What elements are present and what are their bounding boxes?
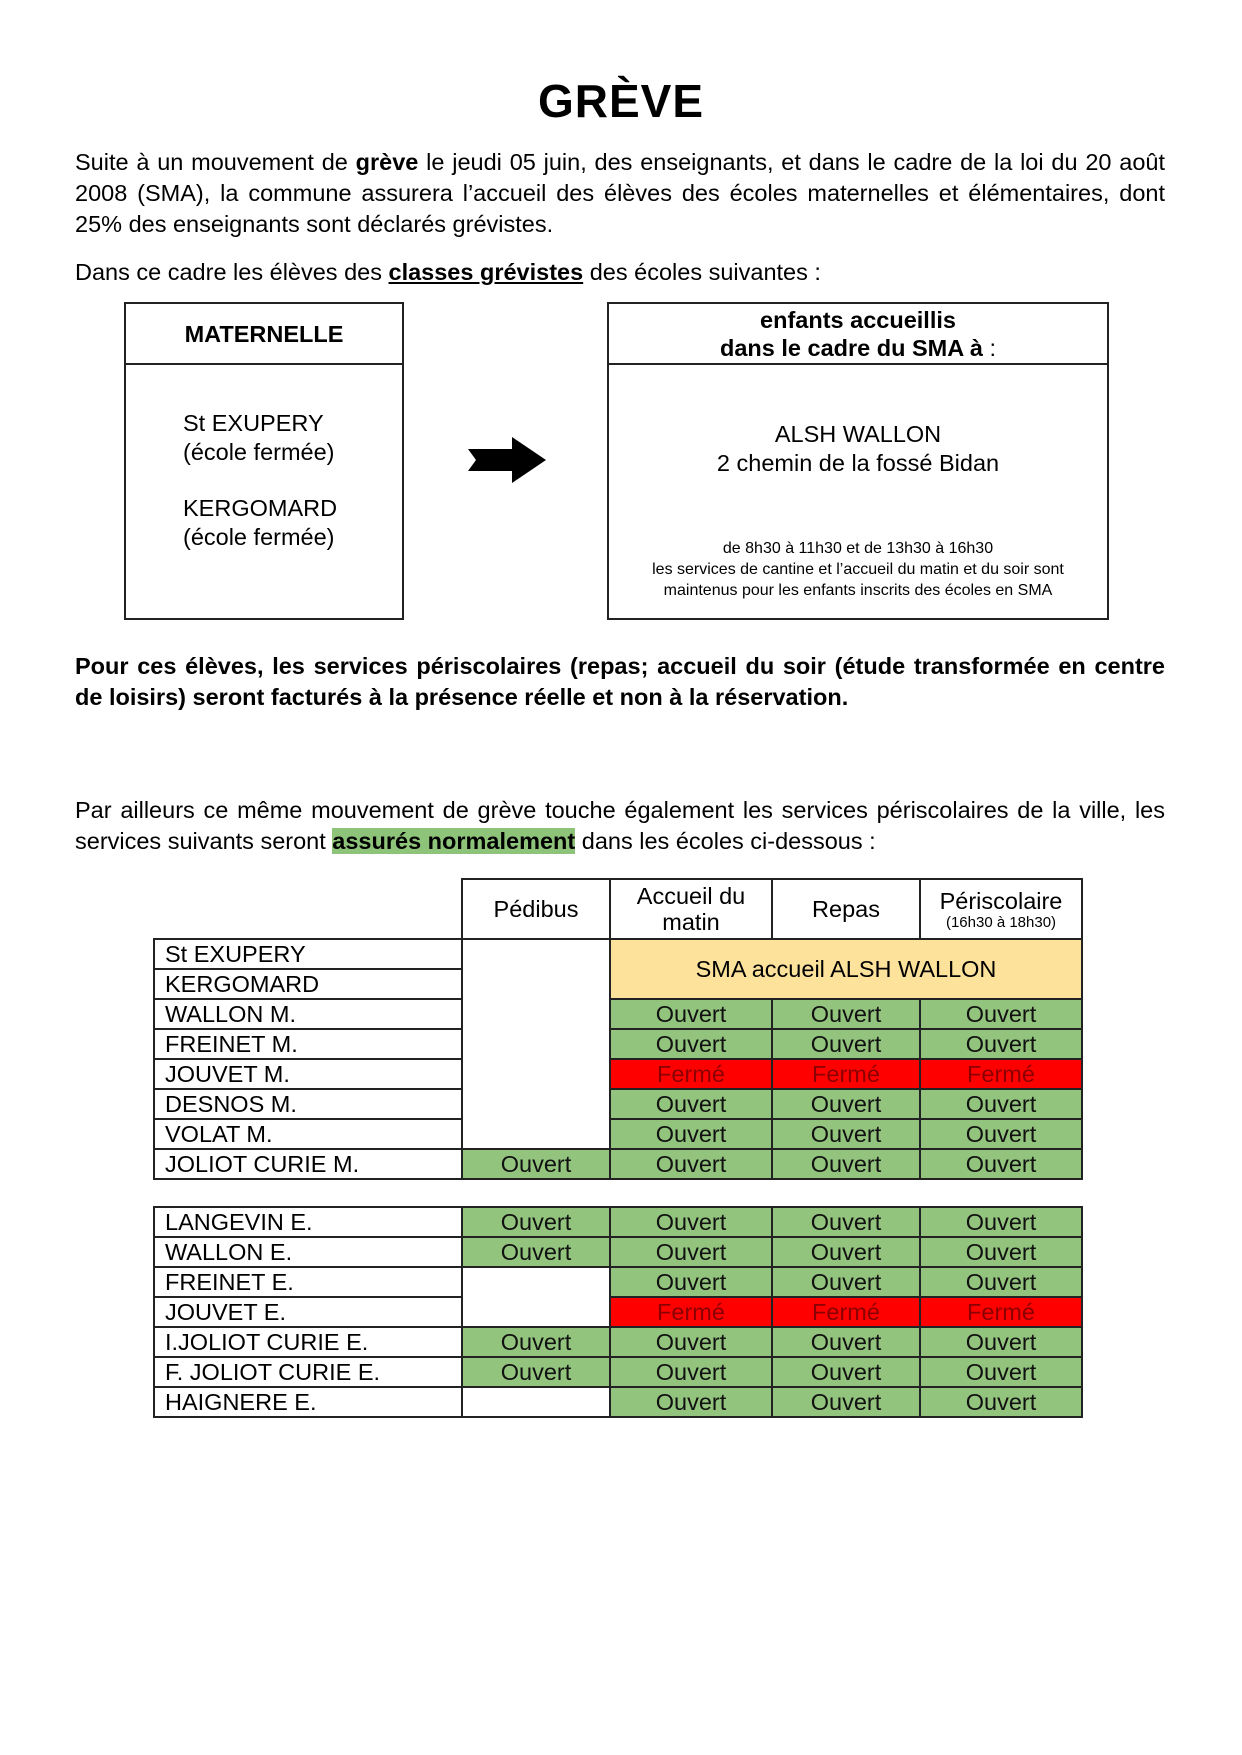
sma-services: les services de cantine et l’accueil du matin et du soir sont maintenus pour les enfants inscrits des écoles en SMA: [652, 561, 1064, 599]
status-open-cell: Ouvert: [772, 1237, 920, 1267]
status-open-cell: Ouvert: [772, 1089, 920, 1119]
status-open-cell: Ouvert: [772, 1119, 920, 1149]
maternelle-header: MATERNELLE: [126, 304, 402, 365]
status-open-cell: Ouvert: [772, 1387, 920, 1417]
table-row: [154, 1089, 1082, 1119]
school-name-cell: FREINET M.: [154, 1029, 462, 1059]
school-kergomard-note: (école fermée): [183, 524, 335, 550]
school-name-cell: WALLON E.: [154, 1237, 462, 1267]
sma-cell: SMA accueil ALSH WALLON: [610, 939, 1082, 999]
header-accueil-matin: Accueil du matin: [610, 879, 772, 939]
school-name-cell: WALLON M.: [154, 999, 462, 1029]
status-open-cell: Ouvert: [462, 1357, 610, 1387]
status-open-cell: Ouvert: [462, 1149, 610, 1179]
status-open-cell: Ouvert: [920, 1089, 1082, 1119]
services-intro: Par ailleurs ce même mouvement de grève touche également les services périscolaires de la ville, les services suivants seront assurés normalement dans les écoles ci-dessous :: [75, 797, 1165, 854]
billing-note: Pour ces élèves, les services périscolaires (repas; accueil du soir (étude transformée en centre de loisirs) seront facturés à la présence réelle et non à la réservation.: [75, 653, 1165, 710]
status-open-cell: Ouvert: [610, 1327, 772, 1357]
status-open-cell: Ouvert: [772, 999, 920, 1029]
status-open-cell: Ouvert: [462, 1207, 610, 1237]
status-open-cell: Ouvert: [920, 999, 1082, 1029]
school-name-cell: HAIGNERE E.: [154, 1387, 462, 1417]
school-kergomard: KERGOMARD: [183, 495, 338, 521]
schools-intro: Dans ce cadre les élèves des classes grévistes des écoles suivantes :: [75, 259, 821, 285]
intro-paragraph: Suite à un mouvement de grève le jeudi 05 juin, des enseignants, et dans le cadre de la loi du 20 août 2008 (SMA), la commune assurera l’accueil des élèves des écoles maternelles et élémentaires, dont 25% des enseignants sont déclarés grévistes.: [75, 149, 1165, 237]
status-open-cell: Ouvert: [610, 1089, 772, 1119]
school-name-cell: FREINET E.: [154, 1267, 462, 1297]
sma-place: ALSH WALLON: [774, 421, 942, 447]
table-row: [154, 1327, 1082, 1357]
school-st-exupery-note: (école fermée): [183, 439, 335, 465]
arrow-right-icon: [466, 435, 548, 485]
school-st-exupery: St EXUPERY: [183, 410, 324, 436]
table-row: [154, 1119, 1082, 1149]
table-row: [154, 1297, 1082, 1327]
table-row: [154, 1059, 1082, 1089]
status-open-cell: Ouvert: [920, 1119, 1082, 1149]
status-open-cell: Ouvert: [610, 1207, 772, 1237]
status-closed-cell: Fermé: [772, 1059, 920, 1089]
status-closed-cell: Fermé: [610, 1059, 772, 1089]
status-open-cell: Ouvert: [920, 1207, 1082, 1237]
school-name-cell: KERGOMARD: [154, 969, 462, 999]
school-name-cell: JOUVET E.: [154, 1297, 462, 1327]
table-row: [154, 1237, 1082, 1267]
assures-normalement-highlight: assurés normalement: [332, 828, 576, 854]
status-open-cell: Ouvert: [772, 1029, 920, 1059]
school-name-cell: JOUVET M.: [154, 1059, 462, 1089]
status-open-cell: Ouvert: [920, 1357, 1082, 1387]
school-name-cell: I.JOLIOT CURIE E.: [154, 1327, 462, 1357]
status-open-cell: Ouvert: [920, 1029, 1082, 1059]
status-open-cell: Ouvert: [772, 1327, 920, 1357]
header-periscolaire: Périscolaire (16h30 à 18h30): [920, 879, 1082, 939]
table-row: [154, 1387, 1082, 1417]
sma-address: 2 chemin de la fossé Bidan: [716, 450, 1000, 476]
status-open-cell: Ouvert: [610, 1119, 772, 1149]
header-repas: Repas: [772, 879, 920, 939]
status-open-cell: Ouvert: [462, 1327, 610, 1357]
status-open-cell: Ouvert: [610, 1387, 772, 1417]
status-open-cell: Ouvert: [610, 1149, 772, 1179]
status-closed-cell: Fermé: [920, 1059, 1082, 1089]
school-name-cell: JOLIOT CURIE M.: [154, 1149, 462, 1179]
table-row: [154, 1267, 1082, 1297]
school-name-cell: LANGEVIN E.: [154, 1207, 462, 1237]
school-name-cell: DESNOS M.: [154, 1089, 462, 1119]
status-open-cell: Ouvert: [462, 1237, 610, 1267]
status-open-cell: Ouvert: [610, 1267, 772, 1297]
table-row: [154, 999, 1082, 1029]
sma-hours: de 8h30 à 11h30 et de 13h30 à 16h30: [722, 540, 994, 557]
elementaire-services-table: [153, 1206, 1083, 1418]
school-name-cell: F. JOLIOT CURIE E.: [154, 1357, 462, 1387]
status-open-cell: Ouvert: [920, 1149, 1082, 1179]
status-closed-cell: Fermé: [920, 1297, 1082, 1327]
header-pedibus: Pédibus: [462, 879, 610, 939]
status-open-cell: Ouvert: [772, 1207, 920, 1237]
table-row: [154, 1029, 1082, 1059]
status-open-cell: Ouvert: [920, 1267, 1082, 1297]
classes-grevistes-label: classes grévistes: [388, 259, 584, 285]
status-open-cell: Ouvert: [920, 1327, 1082, 1357]
sma-box: [607, 302, 1109, 620]
status-open-cell: Ouvert: [920, 1387, 1082, 1417]
status-open-cell: Ouvert: [610, 1029, 772, 1059]
school-name-cell: VOLAT M.: [154, 1119, 462, 1149]
table-row: [154, 939, 1082, 969]
page-title: GRÈVE: [537, 75, 705, 127]
maternelle-services-table: [153, 878, 1083, 1180]
status-closed-cell: Fermé: [610, 1297, 772, 1327]
school-name-cell: St EXUPERY: [154, 939, 462, 969]
table-row: [154, 1149, 1082, 1179]
table-row: [154, 1357, 1082, 1387]
status-open-cell: Ouvert: [772, 1149, 920, 1179]
maternelle-box: [124, 302, 404, 620]
sma-header: enfants accueillis dans le cadre du SMA à :: [609, 304, 1107, 365]
table-row: [154, 1207, 1082, 1237]
status-open-cell: Ouvert: [610, 1237, 772, 1267]
status-closed-cell: Fermé: [772, 1297, 920, 1327]
status-open-cell: Ouvert: [920, 1237, 1082, 1267]
status-open-cell: Ouvert: [772, 1267, 920, 1297]
status-open-cell: Ouvert: [610, 1357, 772, 1387]
status-open-cell: Ouvert: [610, 999, 772, 1029]
status-open-cell: Ouvert: [772, 1357, 920, 1387]
